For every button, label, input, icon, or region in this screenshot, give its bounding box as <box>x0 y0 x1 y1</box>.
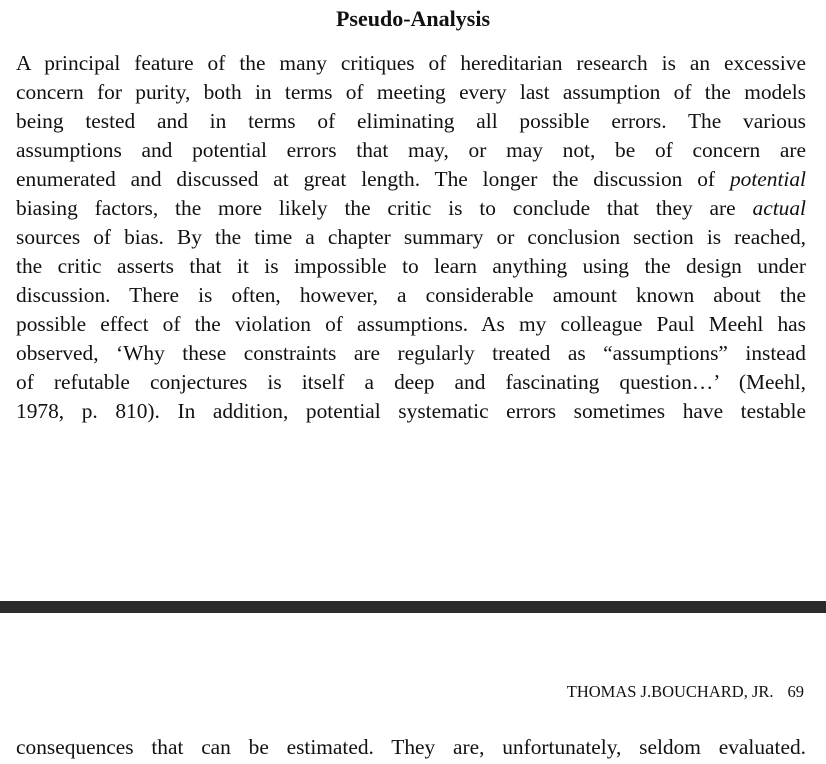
running-head-author: THOMAS J.BOUCHARD, JR. <box>566 682 774 701</box>
emphasis-actual: actual <box>752 196 806 220</box>
running-head <box>567 682 804 702</box>
paragraph-line: of refutable conjectures is itself a deep and fascinating question…’ (Meehl, <box>16 370 806 394</box>
paragraph-line: sources of bias. By the time a chapter summary or conclusion section is reached, <box>16 225 806 249</box>
paragraph-line: discussion. There is often, however, a considerable amount known about the <box>16 283 806 307</box>
page-number: 69 <box>787 682 804 701</box>
paragraph-line: A principal feature of the many critiques of hereditarian research is an excessive <box>16 51 806 75</box>
emphasis-potential: potential <box>729 167 806 191</box>
paragraph-line: concern for purity, both in terms of meeting every last assumption of the models <box>16 80 806 104</box>
paragraph-line: observed, ‘Why these constraints are regularly treated as “assumptions” instead <box>16 341 806 365</box>
continuation-line: consequences that can be estimated. They are, unfortunately, seldom evaluated. <box>16 735 806 759</box>
paragraph-line: biasing factors, the more likely the critic is to conclude that they are actual <box>16 196 806 220</box>
paragraph-line: 1978, p. 810). In addition, potential systematic errors sometimes have testable <box>16 399 806 423</box>
page-break-divider <box>0 601 826 613</box>
paragraph-line: assumptions and potential errors that may, or may not, be of concern are <box>16 138 806 162</box>
paragraph-line: the critic asserts that it is impossible to learn anything using the design under <box>16 254 806 278</box>
section-heading: Pseudo-Analysis <box>335 6 491 31</box>
paragraph-line: being tested and in terms of eliminating all possible errors. The various <box>16 109 806 133</box>
paragraph-line: possible effect of the violation of assumptions. As my colleague Paul Meehl has <box>16 312 806 336</box>
paragraph-line: enumerated and discussed at great length. The longer the discussion of potential <box>16 167 806 191</box>
body-paragraph <box>16 49 806 426</box>
